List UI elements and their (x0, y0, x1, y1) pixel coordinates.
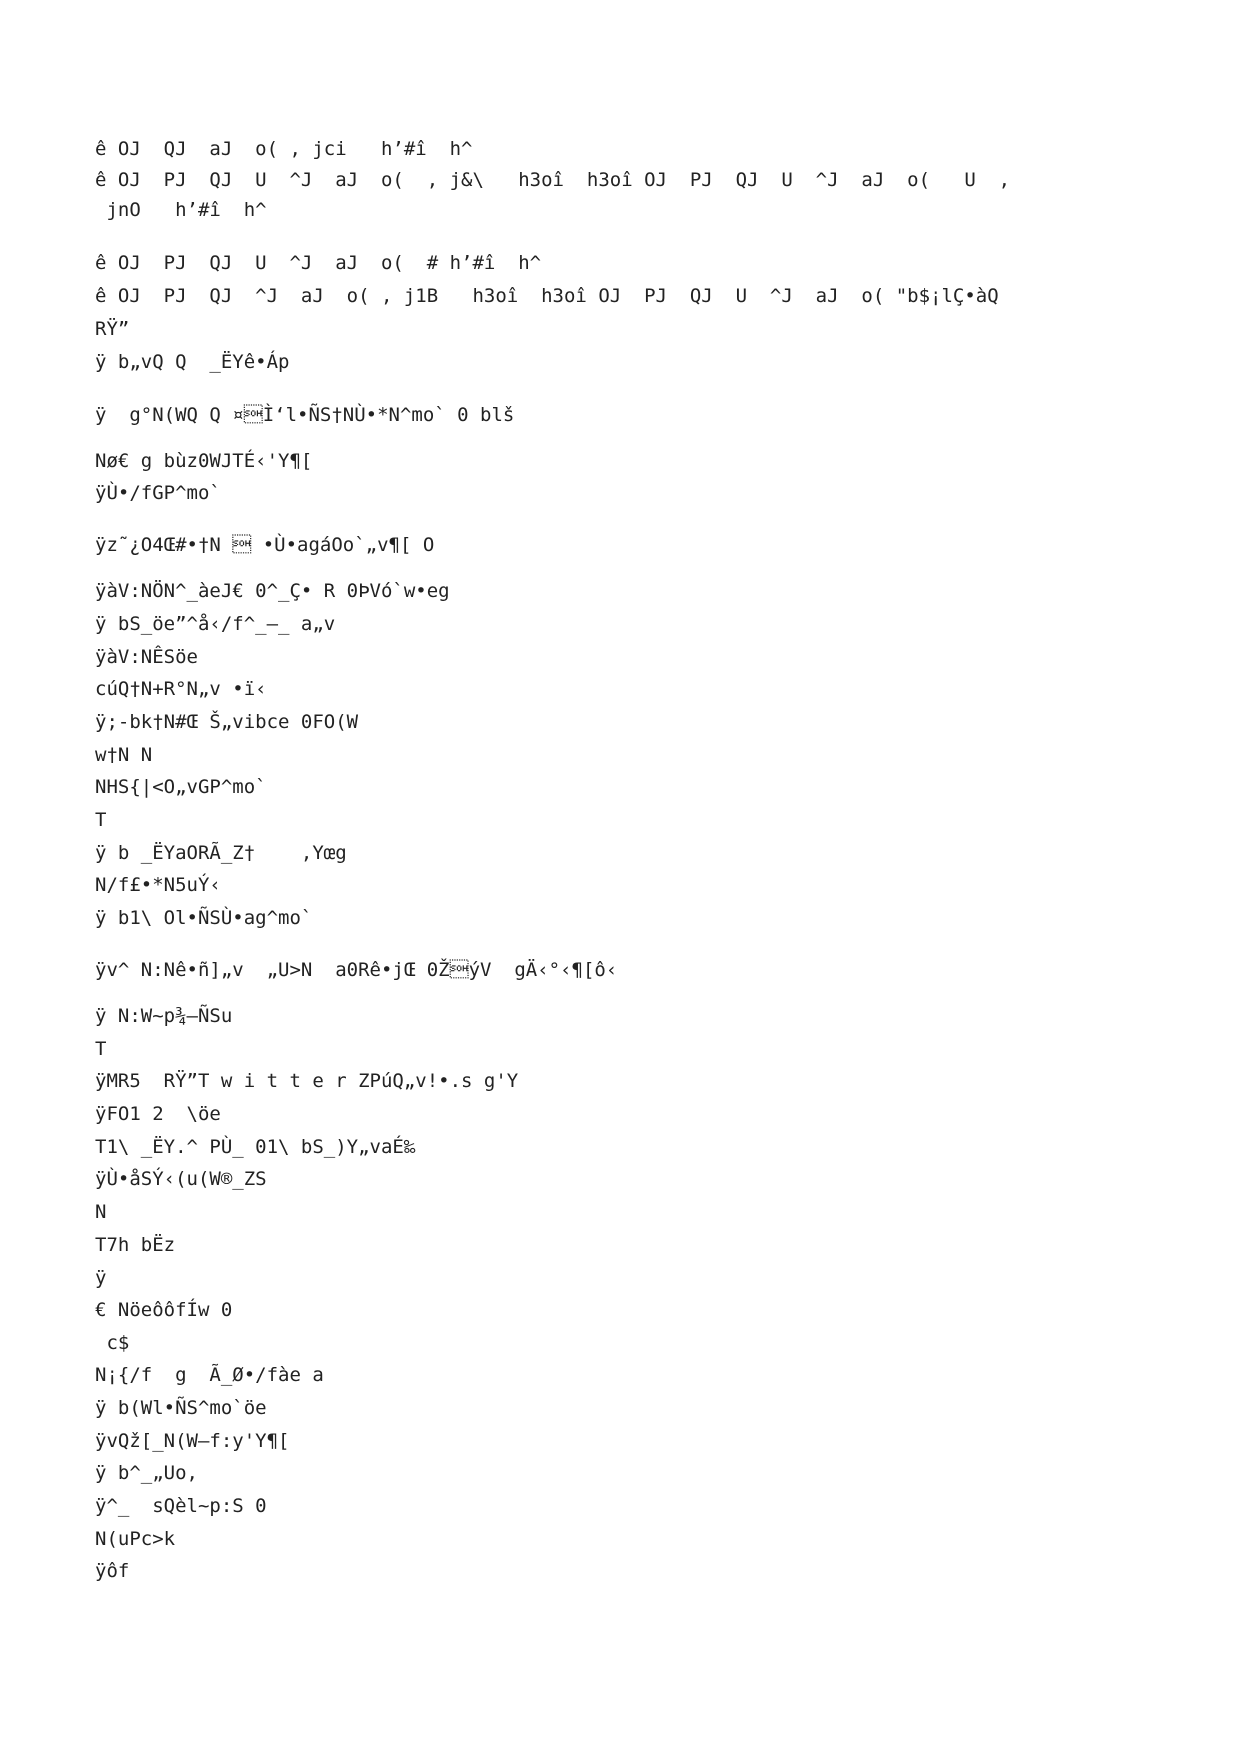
text-line: ÿ b1\ Ol•ÑSÙ•ag^mo` (95, 907, 313, 929)
text-line: ÿ b^_„Uo, (95, 1462, 198, 1484)
text-line: ê OJ PJ QJ ^J aJ o( , j1B h3oî h3oî OJ PJ QJ U ^J aJ o( "b$¡lÇ•àQ (95, 285, 999, 307)
text-line: € NöeôôfÍw 0 (95, 1299, 233, 1321)
text-line: N/f£•*N5uÝ‹ (95, 874, 221, 896)
text-line: ÿv^ N:Nê•ñ]„v „U>N a0Rê•jŒ 0ŽýV gÄ‹°‹¶[ô‹ (95, 959, 618, 981)
text-line: ÿ bS_öe”^å‹/f^_–_ a„v (95, 613, 336, 635)
text-line: ÿFO1 2 \öe (95, 1103, 221, 1125)
text-line: ÿôf (95, 1560, 130, 1582)
text-line: T (95, 809, 107, 831)
text-line: ÿvQž[_N(W–f:y'Y¶[ (95, 1430, 290, 1452)
text-line: T (95, 1038, 107, 1060)
text-line: ê OJ PJ QJ U ^J aJ o( , j&\ h3oî h3oî OJ PJ QJ U ^J aJ o( U , (95, 169, 1011, 191)
text-line: ÿ;-bk†N#Œ Š„vibce 0FO(W (95, 711, 359, 733)
text-line: ÿàV:NÊSöe (95, 646, 198, 668)
text-line: ÿMR5 RŸ”T w i t t e r ZPúQ„v!•.s g'Y (95, 1070, 519, 1092)
text-line: ÿÙ•åSÝ‹(u(W®_ZS (95, 1168, 267, 1190)
text-line: ÿ b„vQ Q _ËYê•Áp (95, 351, 290, 373)
text-line: T1\ _ËY.^ PÙ_ 01\ bS_)Y„vaÉ‰ (95, 1136, 416, 1158)
text-line: T7h bËz (95, 1234, 176, 1256)
text-line: ÿàV:NÖN^_àeJ€ 0^_Ç• R 0ÞVó`w•eg (95, 580, 450, 602)
text-line: N(uPc>k (95, 1528, 176, 1550)
text-line: ê OJ PJ QJ U ^J aJ o( # h’#î h^ (95, 252, 542, 274)
text-line: Nø€ g bùz0WJTÉ‹'Y¶[ (95, 450, 313, 472)
text-line: cúQ†N+R°N„v •ï‹ (95, 678, 267, 700)
text-line: NHS{|<O„vGP^mo` (95, 776, 267, 798)
text-line: ÿ N:W~p¾–ÑSu (95, 1005, 233, 1027)
text-line: ÿz˜¿O4Œ#•†N  •Ù•agáOo`„v¶[ O (95, 534, 435, 556)
text-line: c$ (95, 1332, 130, 1354)
text-line: ê OJ QJ aJ o( , jci h’#î h^ (95, 138, 473, 160)
text-line: N (95, 1201, 107, 1223)
text-line: N¡{/f g Ã_Ø•/fàe a (95, 1364, 324, 1386)
text-line: jnO h’#î h^ (95, 199, 267, 221)
text-line: ÿ g°N(WQ Q ¤Ì‘l•ÑS†NÙ•*N^mo` 0 blš (95, 404, 515, 426)
text-line: ÿ b(Wl•ÑS^mo`öe (95, 1397, 267, 1419)
text-line: ÿ^_ sQèl~p:S 0 (95, 1495, 267, 1517)
text-line: w†N N (95, 744, 153, 766)
text-line: RŸ” (95, 318, 130, 340)
text-line: ÿ b _ËYaORÃ_Z† ,Yœg (95, 842, 347, 864)
text-line: ÿÙ•/fGP^mo` (95, 482, 221, 504)
text-line: ÿ (95, 1267, 107, 1289)
